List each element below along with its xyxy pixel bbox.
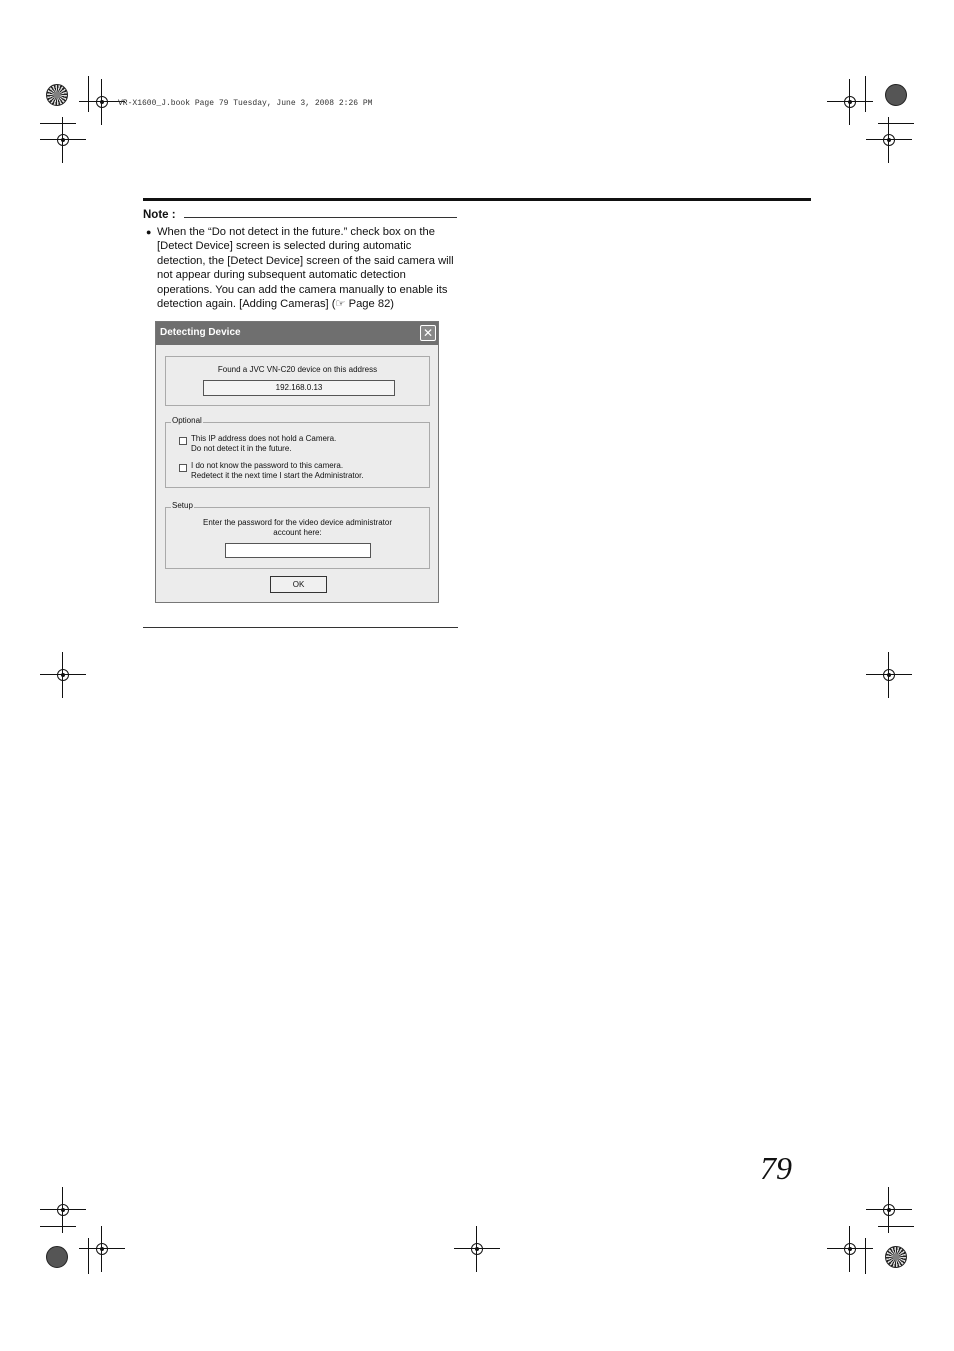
found-device-text: Found a JVC VN-C20 device on this address (217, 365, 378, 374)
close-icon[interactable]: ✕ (420, 325, 436, 341)
crosshair-icon (93, 1240, 111, 1258)
bottom-rule (143, 627, 458, 628)
password-input[interactable] (225, 543, 371, 558)
print-header: VR-X1600_J.book Page 79 Tuesday, June 3, 2008 2:26 PM (118, 99, 373, 108)
page-number: 79 (760, 1150, 792, 1186)
crop-line (88, 1238, 89, 1274)
crop-line (40, 123, 76, 124)
crop-line (878, 123, 914, 124)
password-prompt: Enter the password for the video device administrator account here: (203, 518, 392, 537)
crosshair-icon (880, 666, 898, 684)
unknown-password-checkbox[interactable] (179, 464, 187, 472)
crop-line (878, 1226, 914, 1227)
ok-button[interactable]: OK (270, 576, 327, 593)
crosshair-icon (841, 93, 859, 111)
optional-group (165, 416, 430, 488)
note-text: When the “Do not detect in the future.” check box on the [Detect Device] screen is selected during automatic detection, the [Detect Device] screen of the said camera will not appear during subsequent automatic detection operations. You can add the camera manually to enable its detection again. [Adding Cameras] (☞ Page 82) (157, 226, 454, 311)
dialog-title: Detecting Device (160, 327, 241, 338)
note-divider (184, 217, 457, 218)
unknown-password-label: I do not know the password to this camera. Redetect it the next time I start the Administrator. (191, 461, 364, 480)
crosshair-icon (54, 1201, 72, 1219)
optional-legend: Optional (172, 416, 202, 425)
ip-address-field: 192.168.0.13 (203, 380, 395, 396)
registration-disc-icon (885, 84, 907, 106)
crosshair-icon (880, 1201, 898, 1219)
crop-line (865, 1238, 866, 1274)
registration-disc-icon (46, 1246, 68, 1268)
not-camera-label: This IP address does not hold a Camera. Do not detect it in the future. (191, 434, 337, 453)
top-rule (143, 198, 811, 201)
setup-group (165, 501, 430, 569)
bullet-icon: ● (146, 227, 152, 237)
found-device-panel (165, 356, 430, 406)
registration-star-icon (885, 1246, 907, 1268)
setup-legend: Setup (172, 501, 193, 510)
detecting-device-dialog (155, 321, 439, 603)
crosshair-icon (468, 1240, 486, 1258)
not-camera-checkbox[interactable] (179, 437, 187, 445)
registration-star-icon (46, 84, 68, 106)
crosshair-icon (54, 131, 72, 149)
crosshair-icon (93, 93, 111, 111)
crosshair-icon (880, 131, 898, 149)
crop-line (865, 76, 866, 112)
crosshair-icon (841, 1240, 859, 1258)
dialog-titlebar (156, 322, 438, 345)
crop-line (40, 1226, 76, 1227)
note-body (146, 225, 458, 311)
crosshair-icon (54, 666, 72, 684)
note-label: Note : (143, 209, 176, 221)
crop-line (88, 76, 89, 112)
